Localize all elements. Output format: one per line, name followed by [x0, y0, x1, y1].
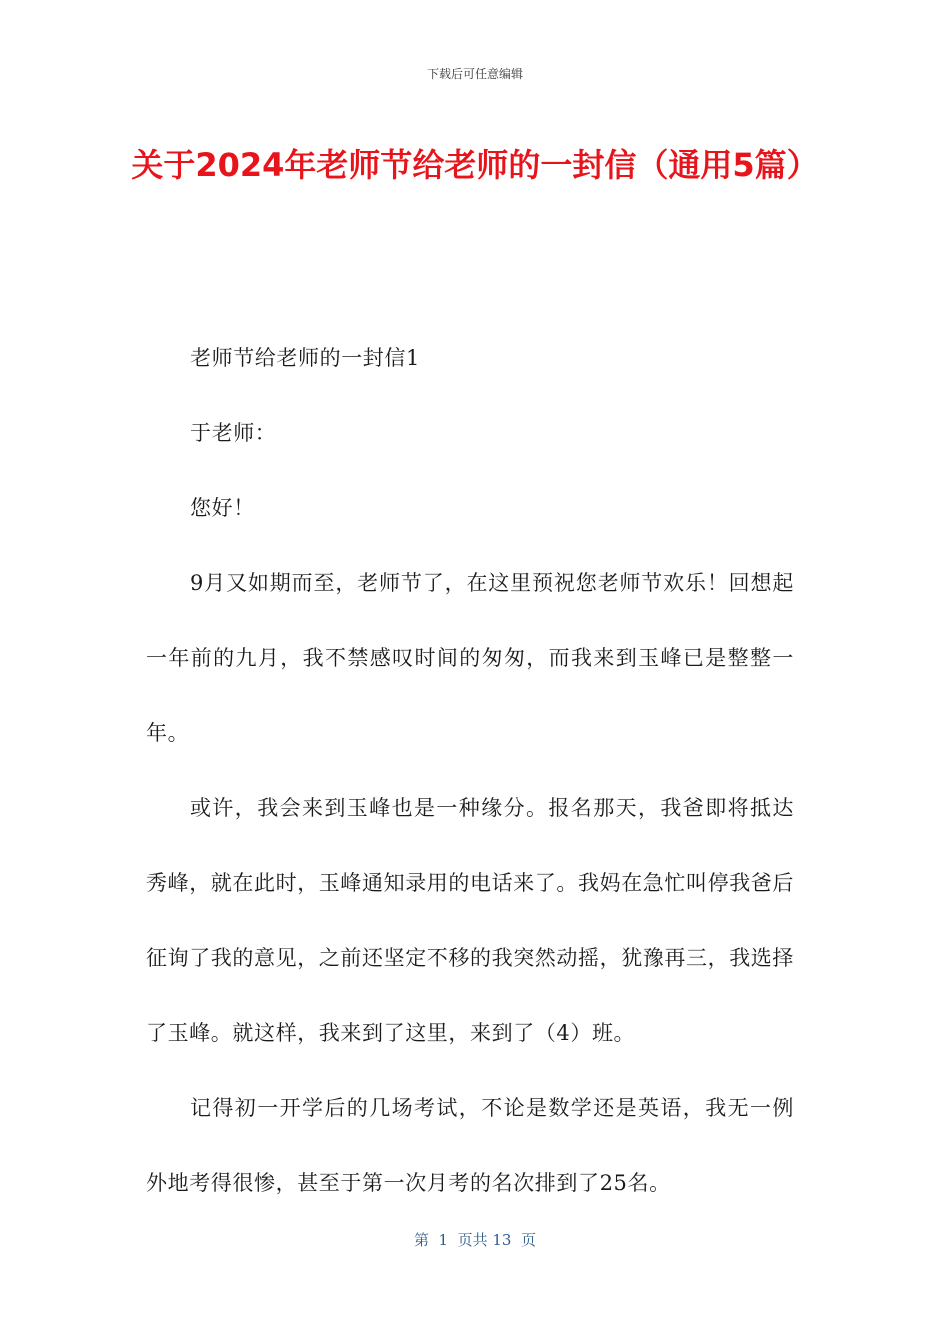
- page-header: 下载后可任意编辑: [426, 67, 523, 81]
- salutation: 于老师：: [190, 421, 277, 445]
- body-paragraph: 记得初一开学后的几场考试，不论是数学还是英语，我无一例外地考得很惨，甚至于第一次月考的名次排到了25名。: [146, 1096, 794, 1195]
- body-paragraph: 9月又如期而至，老师节了，在这里预祝您老师节欢乐！回想起一年前的九月，我不禁感叹时间的匆匆，而我来到玉峰已是整整一年。: [146, 571, 794, 745]
- body-paragraph: 或许，我会来到玉峰也是一种缘分。报名那天，我爸即将抵达秀峰，就在此时，玉峰通知录用的电话来了。我妈在急忙叫停我爸后征询了我的意见，之前还坚定不移的我突然动摇，犹豫再三，我选择了玉峰。就这样，我来到了这里，来到了（4）班。: [146, 796, 794, 1045]
- document-title: 关于2024年老师节给老师的一封信（通用5篇）: [131, 146, 819, 184]
- section-heading: 老师节给老师的一封信1: [190, 346, 420, 370]
- document-body: [146, 321, 794, 1221]
- greeting: 您好！: [190, 496, 255, 520]
- page-footer: 第 1 页共 13 页: [413, 1231, 536, 1249]
